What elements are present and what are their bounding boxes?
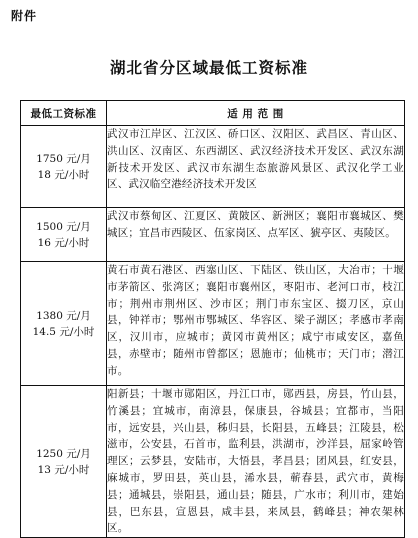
hourly-wage: 13 元/小时 [37,463,90,476]
monthly-wage: 1380 元/月 [36,309,91,322]
table-row [21,386,405,538]
minimum-wage-table [20,100,405,538]
wage-standard-cell [21,386,107,538]
column-header-standard: 最低工资标准 [21,101,107,126]
page-title: 湖北省分区域最低工资标准 [109,59,308,77]
hourly-wage: 18 元/小时 [37,168,90,181]
monthly-wage: 1750 元/月 [36,152,91,165]
wage-standard-cell [21,208,107,262]
attachment-label: 附件 [11,9,38,23]
applicable-areas: 黄石市黄石港区、西塞山区、下陆区、铁山区，大冶市；十堰市茅箭区、张湾区；襄阳市襄州区，枣阳市、老河口市，枝江市；荆州市荆州区、沙市区；荆门市东宝区、掇刀区，京山县，钟祥市；鄂州市鄂城区、华容区、梁子湖区；孝感市孝南区，汉川市，应城市；黄冈市黄州区；咸宁市咸安区，嘉鱼县，赤壁市；随州市曾都区；恩施市；仙桃市；天门市；潜江市。 [107,262,405,386]
hourly-wage: 16 元/小时 [37,236,90,249]
monthly-wage: 1500 元/月 [36,220,91,233]
hourly-wage: 14.5 元/小时 [32,325,95,338]
applicable-areas: 阳新县；十堰市郧阳区，丹江口市，郧西县，房县，竹山县，竹溪县；宜城市，南漳县，保康县，谷城县；宜都市，当阳市，远安县，兴山县，秭归县，长阳县，五峰县；江陵县，松滋市，公安县，石首市，监利县，洪湖市，沙洋县，屈家岭管理区；云梦县，安陆市，大悟县，孝昌县；团风县，红安县，麻城市，罗田县，英山县，浠水县，蕲春县，武穴市，黄梅县；通城县，崇阳县，通山县；随县，广水市；利川市，建始县，巴东县，宣恩县，咸丰县，来凤县，鹤峰县；神农架林区。 [107,386,405,538]
applicable-areas: 武汉市蔡甸区、江夏区、黄陂区、新洲区；襄阳市襄城区、樊城区；宜昌市西陵区、伍家岗区、点军区、猇亭区、夷陵区。 [107,208,405,262]
table-row [21,126,405,208]
wage-standard-cell [21,262,107,386]
applicable-areas: 武汉市江岸区、江汉区、硚口区、汉阳区、武昌区、青山区、洪山区、汉南区、东西湖区、武汉经济技术开发区、武汉东湖新技术开发区、武汉市东湖生态旅游风景区、武汉化学工业区、武汉临空港经济技术开发区 [107,126,405,208]
wage-standard-cell [21,126,107,208]
table-header-row [21,101,405,126]
column-header-scope: 适 用 范 围 [107,101,405,126]
monthly-wage: 1250 元/月 [36,447,91,460]
table-row [21,208,405,262]
table-row [21,262,405,386]
